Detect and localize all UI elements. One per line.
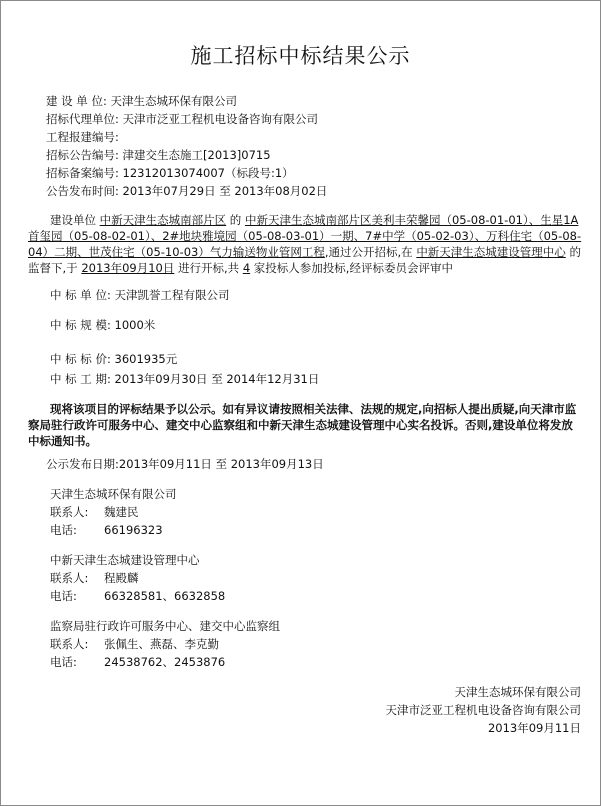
notice-no-label: 招标公告编号:: [46, 148, 119, 162]
builder-label: 建 设 单 位:: [46, 94, 107, 108]
builder-name: 中新天津生态城南部片区: [99, 213, 227, 227]
para-text-2: 的: [226, 213, 245, 227]
contact-phone: 66328581、6632858: [104, 589, 226, 603]
scale-value: 1000米: [114, 318, 156, 332]
contact-phone-label: 电话:: [50, 655, 77, 669]
contact-phone-label: 电话:: [50, 589, 77, 603]
para-text-1: 建设单位: [50, 213, 100, 227]
para-text-5: 进行开标,共: [174, 261, 243, 275]
record-no-row: [46, 166, 294, 180]
record-no-label: 招标备案编号:: [46, 166, 119, 180]
winner-value: 天津凯誉工程有限公司: [114, 288, 230, 302]
builder-row: [46, 94, 237, 108]
publish-time-value: 2013年07月29日 至 2013年08月02日: [122, 184, 328, 198]
notice-no-value: 津建交生态施工[2013]0715: [122, 148, 271, 162]
contact-person-label: 联系人:: [50, 571, 89, 585]
contact-person-row-1: [50, 505, 139, 519]
supervisor-name: 中新天津生态城建设管理中心: [416, 245, 566, 259]
bid-description-paragraph: [28, 212, 584, 276]
winner-row: [50, 288, 230, 302]
price-value: 3601935元: [114, 352, 178, 366]
price-row: [50, 352, 177, 366]
contact-phone: 24538762、2453876: [104, 655, 226, 669]
bidder-count: 4: [242, 261, 251, 275]
winner-label: 中 标 单 位:: [50, 288, 111, 302]
project-no-label: 工程报建编号:: [46, 130, 119, 144]
agent-row: [46, 112, 318, 126]
scale-label: 中 标 规 模:: [50, 318, 111, 332]
scale-row: [50, 318, 155, 332]
record-no-value: 12312013074007（标段号:1）: [122, 166, 294, 180]
agent-label: 招标代理单位:: [46, 112, 119, 126]
contact-phone: 66196323: [104, 523, 163, 537]
opening-date: 2013年09月10日: [81, 261, 175, 275]
price-label: 中 标 标 价:: [50, 352, 111, 366]
publish-time-label: 公告发布时间:: [46, 184, 119, 198]
project-no-row: [46, 130, 119, 144]
publicity-date: 公示发布日期:2013年09月11日 至 2013年09月13日: [46, 457, 324, 471]
contact-person-row-3: [50, 637, 219, 651]
notice-no-row: [46, 148, 271, 162]
signature-org-2: 天津市泛亚工程机电设备咨询有限公司: [385, 703, 581, 717]
contact-person: 张佩生、燕磊、李克勤: [104, 637, 219, 651]
contact-org-1: 天津生态城环保有限公司: [50, 487, 177, 501]
contact-org-3: 监察局驻行政许可服务中心、建交中心监察组: [50, 619, 280, 633]
para-text-6: 家投标人参加投标,经评标委员会评审中: [250, 261, 453, 275]
contact-phone-row-2: [50, 589, 225, 603]
contact-person: 魏建民: [104, 505, 139, 519]
contact-phone-label: 电话:: [50, 523, 77, 537]
page-title: 施工招标中标结果公示: [190, 44, 411, 68]
publish-time-row: [46, 184, 327, 198]
signature-org-1: 天津生态城环保有限公司: [454, 685, 581, 699]
period-label: 中 标 工 期:: [50, 372, 111, 386]
builder-value: 天津生态城环保有限公司: [110, 94, 237, 108]
signature-date: 2013年09月11日: [487, 721, 581, 735]
contact-person: 程殿麟: [104, 571, 139, 585]
period-value: 2013年09月30日 至 2014年12月31日: [114, 372, 320, 386]
contact-person-label: 联系人:: [50, 505, 89, 519]
project-name: 中新天津生态城南部片区美利丰荣馨园（05-08-01-01）、生星1A首玺园（05-08-02-01）、2#地块雅境园（05-08-03-01）一期、7#中学（05-02-03）、万科住宅（05-08-04）二期、世茂住宅（05-10-03）气力输送物业管网工程: [28, 213, 582, 259]
agent-value: 天津市泛亚工程机电设备咨询有限公司: [122, 112, 319, 126]
objection-notice: 现将该项目的评标结果予以公示。如有异议请按照相关法律、法规的规定,向招标人提出质疑,向天津市监察局驻行政许可服务中心、建交中心监察组和中新天津生态城建设管理中心实名投诉。否则,建设单位将发放中标通知书。: [28, 402, 577, 448]
contact-person-label: 联系人:: [50, 637, 89, 651]
period-row: [50, 372, 319, 386]
contact-phone-row-3: [50, 655, 225, 669]
para-text-4: 的监督下,于: [28, 245, 581, 275]
para-text-3: ,通过公开招标,在: [324, 245, 417, 259]
contact-person-row-2: [50, 571, 139, 585]
contact-phone-row-1: [50, 523, 163, 537]
contact-org-2: 中新天津生态城建设管理中心: [50, 553, 200, 567]
